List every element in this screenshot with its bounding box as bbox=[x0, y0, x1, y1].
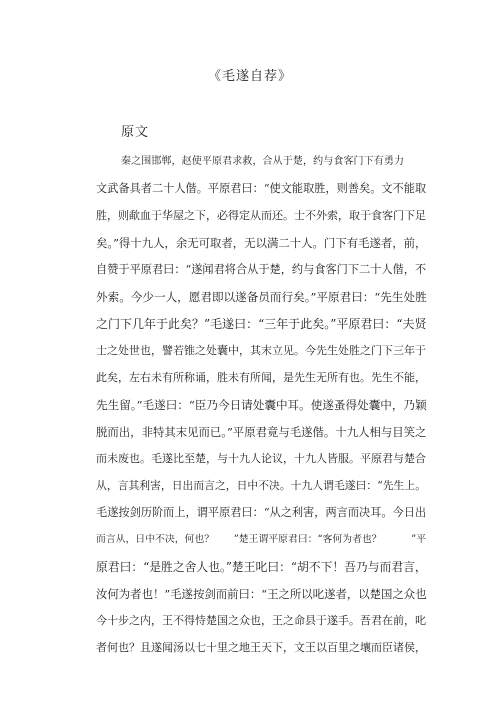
body-line: 汝何为者也！”毛遂按剑而前曰：“王之所以叱遂者，以楚国之众也 bbox=[96, 587, 427, 601]
section-heading: 原文 bbox=[121, 125, 150, 140]
document-title: 《毛遂自荐》 bbox=[207, 69, 292, 84]
body-line: 自赞于平原君曰：“遂闻君将合从于楚，约与食客门下二十人偕，不 bbox=[96, 263, 427, 276]
body-line: 毛遂按剑历阶而上，谓平原君曰：“从之利害，两言而决耳。今日出 bbox=[96, 506, 427, 519]
body-line: 矣。”得十九人，余无可取者，无以满二十人。门下有毛遂者，前， bbox=[96, 236, 427, 250]
body-line: 从，言其利害，日出而言之，日中不决。十九人谓毛遂曰：“先生上。 bbox=[96, 479, 426, 492]
body-line: 原君曰：“是胜之舍人也。”楚王叱曰：“胡不下！吾乃与而君言， bbox=[96, 560, 427, 574]
body-line: 之门下几年于此矣？”毛遂曰：“三年于此矣。”平原君曰：“夫贤 bbox=[96, 317, 427, 331]
body-line: 外索。今少一人，愿君即以遂备员而行矣。”平原君曰：“先生处胜 bbox=[96, 290, 427, 304]
body-line: 先生留。”毛遂曰：“臣乃今日请处囊中耳。使遂蚤得处囊中，乃颖 bbox=[96, 398, 427, 412]
body-line: 文武备具者二十人偕。平原君曰：“使文能取胜，则善矣。文不能取 bbox=[96, 182, 427, 195]
body-line: 此矣，左右未有所称诵，胜未有所闻，是先生无所有也。先生不能， bbox=[96, 371, 426, 384]
body-line: 秦之围邯郸，赵使平原君求救，合从于楚，约与食客门下有勇力 bbox=[121, 156, 404, 167]
body-line: 胜，则歃血于华屋之下，必得定从而还。士不外索，取于食客门下足 bbox=[96, 209, 426, 222]
body-line: 而未废也。毛遂比至楚，与十九人论议，十九人皆服。平原君与楚合 bbox=[96, 452, 426, 465]
body-line: 今十步之内，王不得恃楚国之众也，王之命县于遂手。吾君在前，叱 bbox=[96, 614, 426, 627]
body-line: 士之处世也，譬若锥之处囊中，其末立见。今先生处胜之门下三年于 bbox=[96, 344, 426, 357]
body-line: 而言从，日中不决，何也？ ”楚王谓平原君曰：“客何为者也？ ”平 bbox=[96, 534, 426, 545]
body-line: 者何也？且遂闻汤以七十里之地王天下，文王以百里之壤而臣诸侯， bbox=[96, 641, 426, 654]
body-line: 脱而出，非特其末见而已。”平原君竟与毛遂偕。十九人相与目笑之 bbox=[96, 425, 427, 439]
